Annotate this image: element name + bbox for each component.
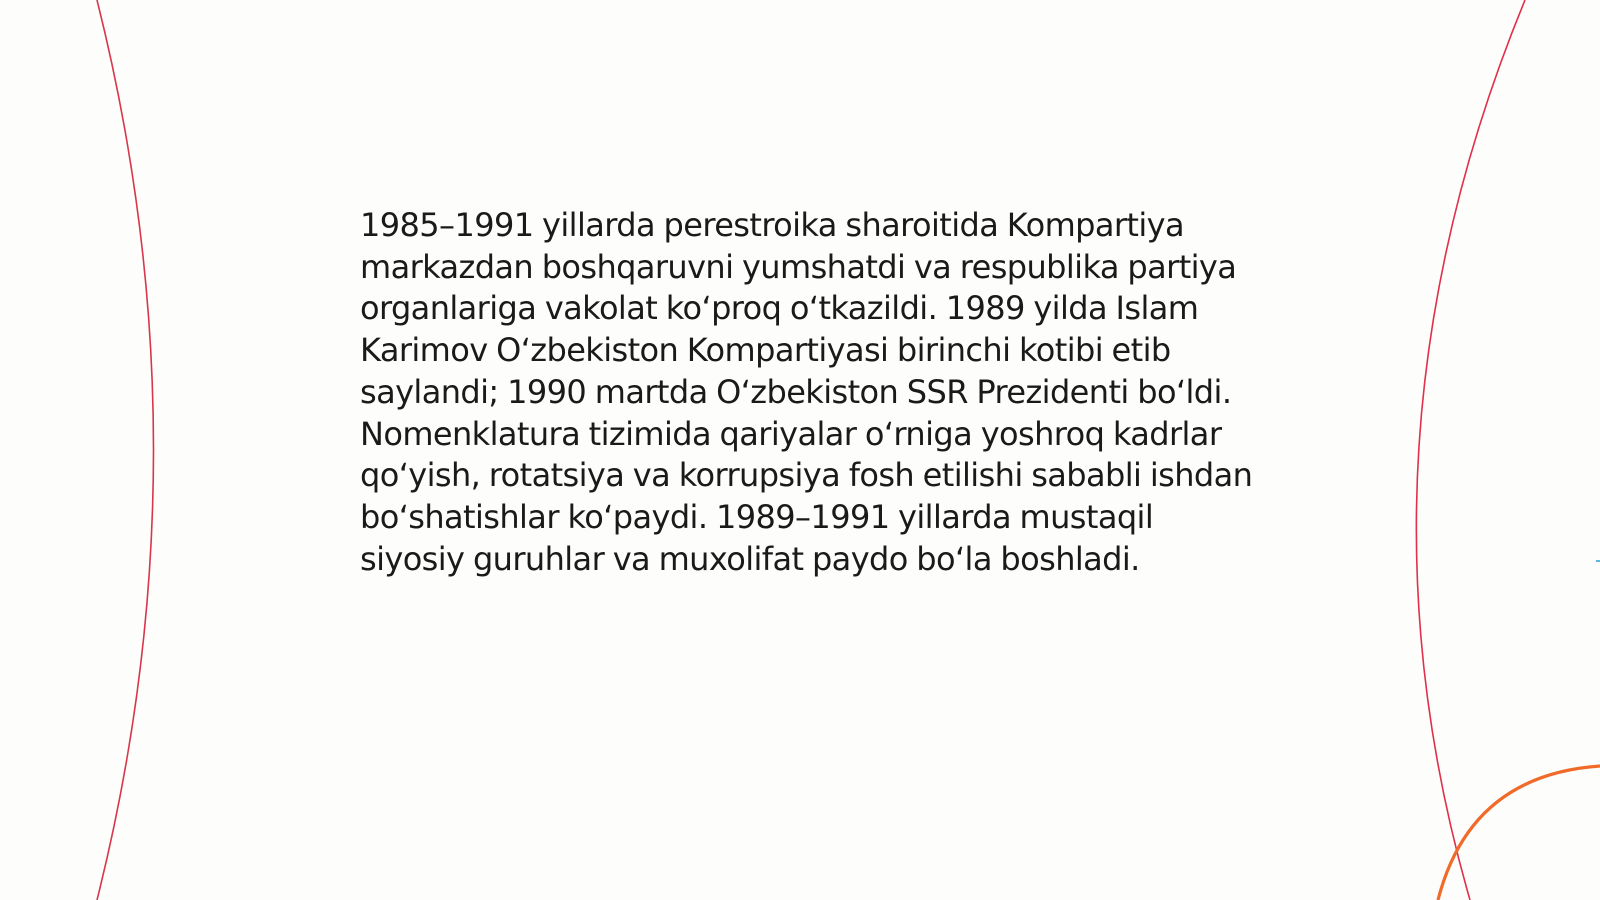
body-text: 1985–1991 yillarda perestroika sharoitida Kompartiya markazdan boshqaruvni yumshatdi va respublika partiya organlariga vakolat koʻproq oʻtkazildi. 1989 yilda Islam Karimov Oʻzbekiston Kompartiyasi birinchi kotibi etib saylandi; 1990 martda Oʻzbekiston SSR Prezidenti boʻldi. Nomenklatura tizimida qariyalar oʻrniga yoshroq kadrlar qoʻyish, rotatsiya va korrupsiya fosh etilishi sababli ishdan boʻshatishlar koʻpaydi. 1989–1991 yillarda mustaqil siyosiy guruhlar va muxolifat paydo boʻla boshladi. — [360, 206, 1253, 578]
orange-arc — [1438, 766, 1600, 900]
right-arc — [1416, 0, 1525, 900]
left-arc — [97, 0, 154, 900]
